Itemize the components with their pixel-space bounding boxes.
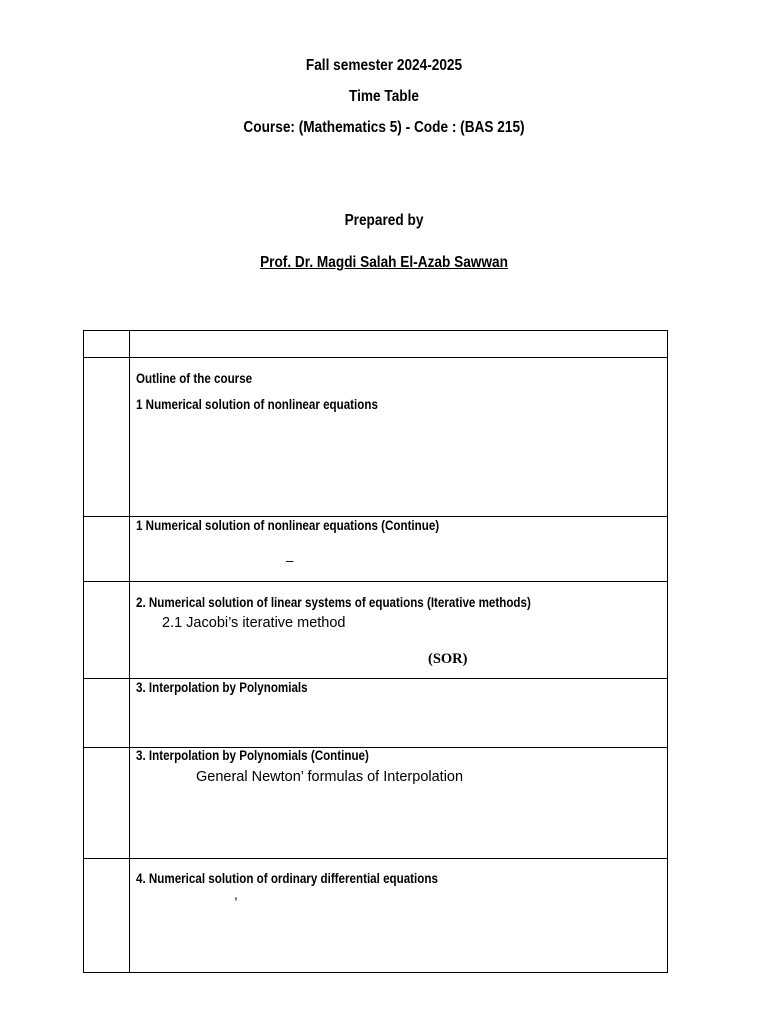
week-cell [84,859,130,973]
week-cell [84,748,130,859]
table-row [84,679,668,748]
topic-line: 2.1 Jacobi’s iterative method [162,615,346,631]
topic-line: 4. Numerical solution of ordinary differential equations [136,871,438,886]
week-cell [84,679,130,748]
prepared-by-label: Prepared by [344,212,424,229]
header-week-cell [84,331,130,358]
topic-cell [130,859,668,973]
topic-line: Outline of the course [136,371,253,386]
week-cell [84,358,130,517]
table-row [84,358,668,517]
table-row [84,582,668,679]
topic-cell [130,358,668,517]
topic-line: 1 Numerical solution of nonlinear equations [136,397,378,412]
topic-line: 1 Numerical solution of nonlinear equations (Continue) [136,518,440,533]
author-name: Prof. Dr. Magdi Salah El-Azab Sawwan [260,254,508,271]
topic-line: (SOR) [428,651,468,667]
week-cell [84,582,130,679]
topic-line: 3. Interpolation by Polynomials (Continue) [136,748,369,763]
timetable [83,330,668,973]
topic-line: General Newton’ formulas of Interpolation [196,769,464,785]
topic-line: – [286,553,294,568]
topic-cell [130,517,668,582]
table-row [84,517,668,582]
table-row [84,748,668,859]
document-title: Time Table [348,88,419,105]
topic-cell [130,748,668,859]
course-line: Course: (Mathematics 5) - Code : (BAS 215) [243,119,525,136]
table-row [84,859,668,973]
topic-line: , [234,887,238,902]
header-topic-cell [130,331,668,358]
author-name-wrapper [46,254,722,272]
topic-cell [130,679,668,748]
topic-cell [130,582,668,679]
semester-title: Fall semester 2024-2025 [305,57,463,74]
topic-line: 2. Numerical solution of linear systems of equations (Iterative methods) [136,595,531,610]
week-cell [84,517,130,582]
topic-line: 3. Interpolation by Polynomials [136,680,308,695]
table-header-row [84,331,668,358]
